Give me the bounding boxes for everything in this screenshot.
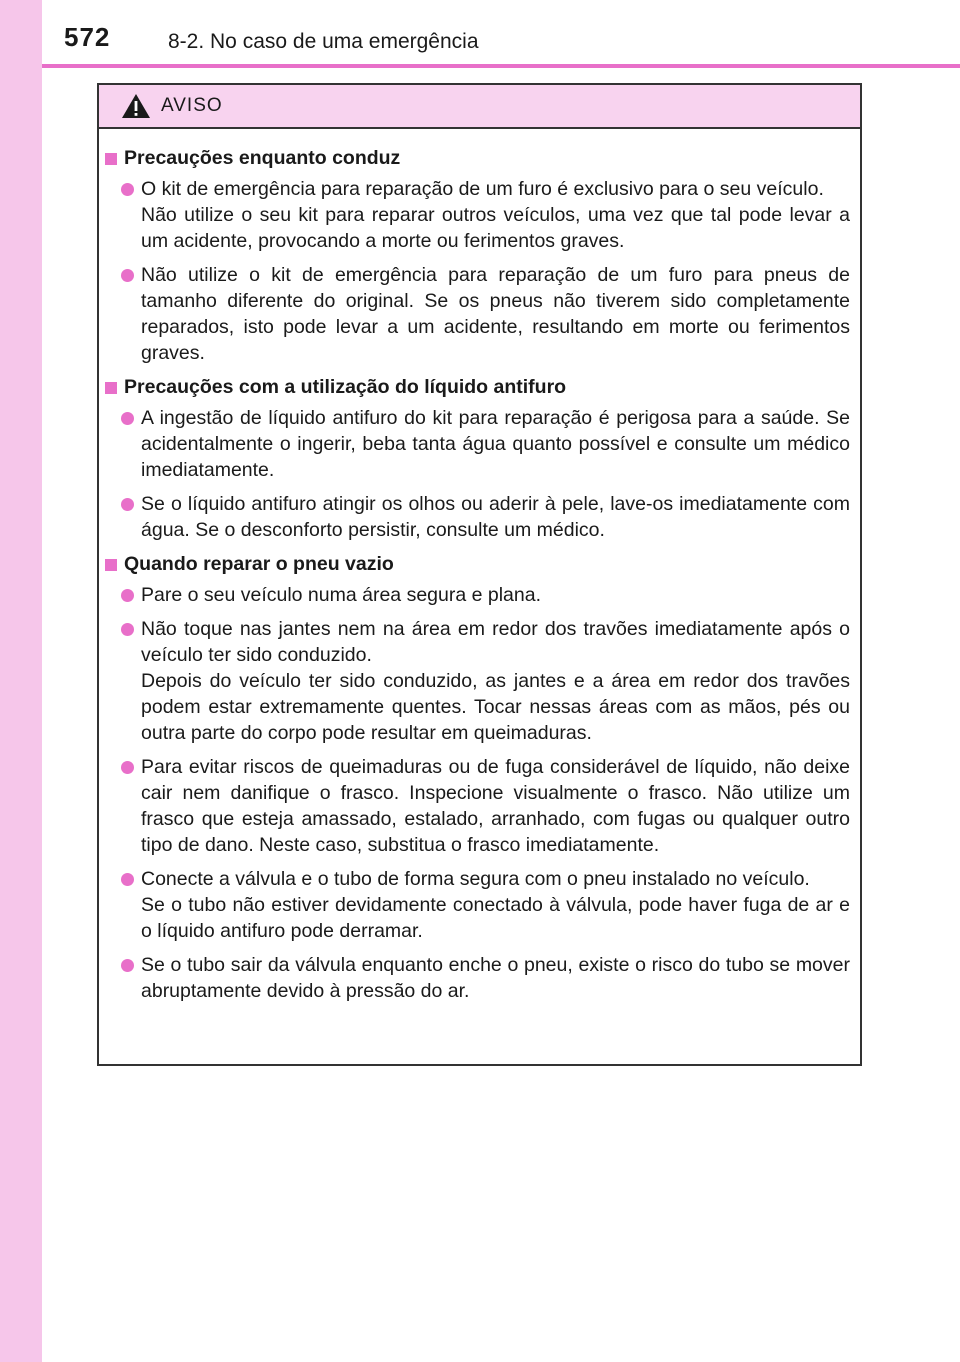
circle-bullet-icon — [121, 959, 134, 972]
bullet-item — [121, 582, 850, 608]
bullet-paragraph: A ingestão de líquido antifuro do kit para reparação é perigosa para a saúde. Se acidentalmente o ingerir, beba tanta água quanto possível e consulte um médico imediatamente. — [141, 407, 850, 481]
bullet-paragraph: Pare o seu veículo numa área segura e plana. — [141, 584, 542, 606]
bullet-text — [141, 952, 850, 1004]
bullet-item — [121, 491, 850, 543]
section-heading — [105, 551, 850, 578]
page-number: 572 — [64, 22, 111, 52]
bullet-paragraph: O kit de emergência para reparação de um furo é exclusivo para o seu veículo. — [141, 178, 824, 200]
square-bullet-icon — [105, 559, 117, 571]
circle-bullet-icon — [121, 761, 134, 774]
circle-bullet-icon — [121, 873, 134, 886]
warning-box — [97, 83, 862, 1066]
bullet-paragraph: Se o tubo não estiver devidamente conectado à válvula, pode haver fuga de ar e o líquido antifuro pode derramar. — [141, 894, 850, 942]
header-rule — [42, 64, 960, 68]
circle-bullet-icon — [121, 498, 134, 511]
section-heading — [105, 374, 850, 401]
warning-section — [105, 145, 850, 366]
bullet-paragraph: Se o tubo sair da válvula enquanto enche o pneu, existe o risco do tubo se mover abruptamente devido à pressão do ar. — [141, 954, 850, 1002]
bullet-paragraph: Não utilize o seu kit para reparar outros veículos, uma vez que tal pode levar a um acidente, provocando a morte ou ferimentos graves. — [141, 204, 850, 252]
bullet-paragraph: Depois do veículo ter sido conduzido, as jantes e a área em redor dos travões podem estar extremamente quentes. Tocar nessas áreas com as mãos, pés ou outra parte do corpo pode resultar em queimaduras. — [141, 670, 850, 744]
bullet-paragraph: Não utilize o kit de emergência para reparação de um furo para pneus de tamanho diferente do original. Se os pneus não tiverem sido completamente reparados, isto pode levar a um acidente, resultando em morte ou ferimentos graves. — [141, 264, 850, 364]
bullet-text — [141, 754, 850, 858]
bullet-text — [141, 866, 850, 944]
bullet-text — [141, 405, 850, 483]
circle-bullet-icon — [121, 412, 134, 425]
bullet-paragraph: Para evitar riscos de queimaduras ou de fuga considerável de líquido, não deixe cair nem danifique o frasco. Inspecione visualmente o frasco. Não utilize um frasco que esteja amassado, estalado, arranhado, com fugas ou qualquer outro tipo de dano. Neste caso, substitua o frasco imediatamente. — [141, 756, 850, 856]
bullet-text — [141, 616, 850, 746]
circle-bullet-icon — [121, 623, 134, 636]
bullet-item — [121, 754, 850, 858]
warning-section — [105, 551, 850, 1004]
circle-bullet-icon — [121, 183, 134, 196]
square-bullet-icon — [105, 382, 117, 394]
warning-title: AVISO — [161, 95, 223, 116]
section-heading-text: Precauções enquanto conduz — [124, 147, 401, 169]
section-heading-text: Precauções com a utilização do líquido antifuro — [124, 376, 567, 398]
bullet-item — [121, 405, 850, 483]
bullet-paragraph: Conecte a válvula e o tubo de forma segura com o pneu instalado no veículo. — [141, 868, 810, 890]
bullet-text — [141, 262, 850, 366]
warning-triangle-icon — [121, 93, 151, 119]
bullet-paragraph: Não toque nas jantes nem na área em redor dos travões imediatamente após o veículo ter sido conduzido. — [141, 618, 850, 666]
bullet-item — [121, 866, 850, 944]
warning-body — [99, 129, 860, 1004]
bullet-item — [121, 262, 850, 366]
section-heading — [105, 145, 850, 172]
bullet-text — [141, 582, 850, 608]
circle-bullet-icon — [121, 589, 134, 602]
bullet-item — [121, 952, 850, 1004]
section-title: 8-2. No caso de uma emergência — [168, 30, 479, 53]
bullet-text — [141, 491, 850, 543]
side-color-band — [0, 0, 42, 1362]
bullet-paragraph: Se o líquido antifuro atingir os olhos ou aderir à pele, lave-os imediatamente com água. Se o desconforto persistir, consulte um médico. — [141, 493, 850, 541]
bullet-item — [121, 176, 850, 254]
warning-header — [99, 85, 860, 129]
square-bullet-icon — [105, 153, 117, 165]
warning-section — [105, 374, 850, 543]
bullet-item — [121, 616, 850, 746]
circle-bullet-icon — [121, 269, 134, 282]
section-heading-text: Quando reparar o pneu vazio — [124, 553, 394, 575]
bullet-text — [141, 176, 850, 254]
